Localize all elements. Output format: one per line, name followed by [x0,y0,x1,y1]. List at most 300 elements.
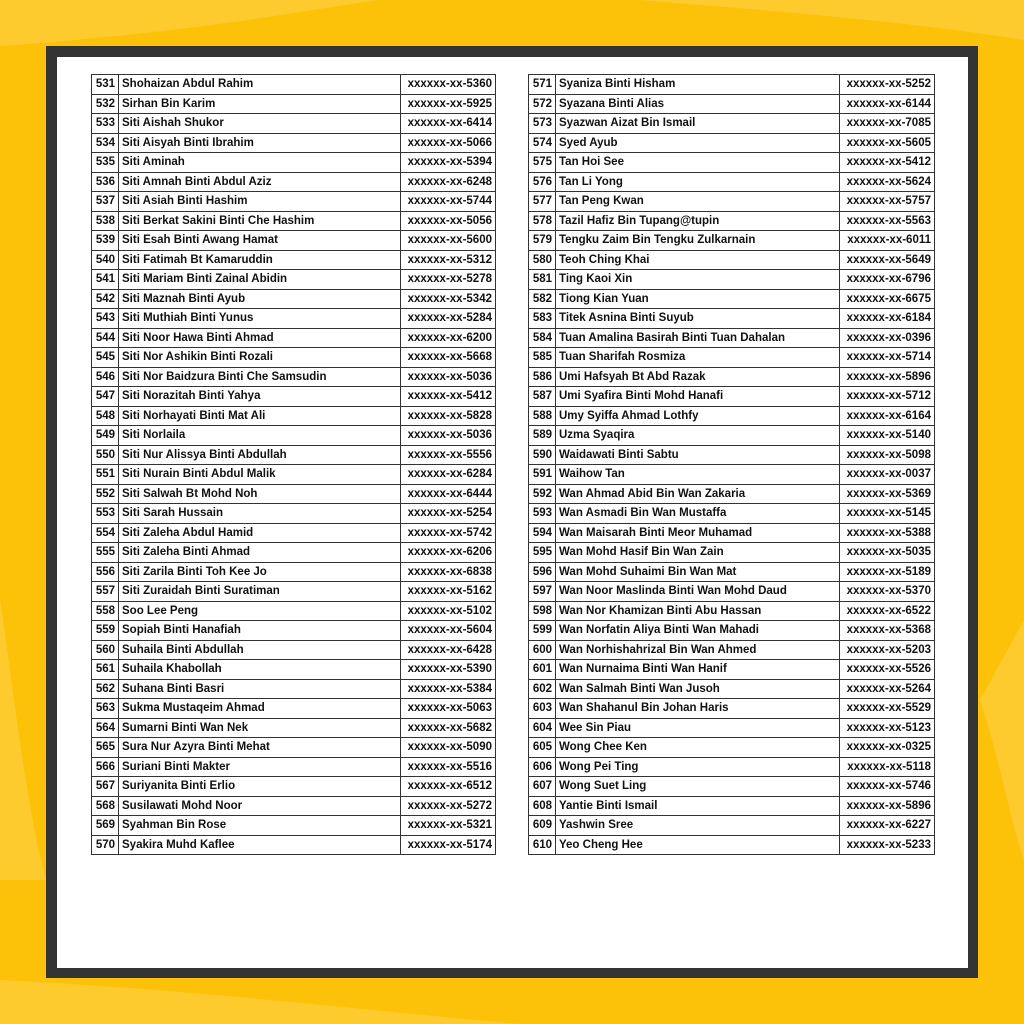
participant-name: Siti Salwah Bt Mohd Noh [119,484,401,504]
row-number: 576 [529,172,556,192]
table-row [92,699,496,719]
participant-name: Siti Muthiah Binti Yunus [119,309,401,329]
row-number: 574 [529,133,556,153]
row-number: 590 [529,445,556,465]
participant-name: Susilawati Mohd Noor [119,796,401,816]
ic-number: xxxxxx-xx-5563 [840,211,935,231]
ic-number: xxxxxx-xx-5233 [840,835,935,855]
row-number: 546 [92,367,119,387]
table-row [92,250,496,270]
ic-number: xxxxxx-xx-5203 [840,640,935,660]
row-number: 608 [529,796,556,816]
row-number: 597 [529,582,556,602]
participant-name: Wan Salmah Binti Wan Jusoh [556,679,840,699]
row-number: 589 [529,426,556,446]
table-row [529,172,935,192]
table-row [92,816,496,836]
ic-number: xxxxxx-xx-6522 [840,601,935,621]
table-row [92,504,496,524]
participant-name: Wan Asmadi Bin Wan Mustaffa [556,504,840,524]
table-row [92,75,496,95]
row-number: 544 [92,328,119,348]
participant-name: Siti Mariam Binti Zainal Abidin [119,270,401,290]
table-row [529,348,935,368]
table-row [529,192,935,212]
table-row [529,718,935,738]
table-row [529,75,935,95]
ic-number: xxxxxx-xx-6206 [401,543,496,563]
participant-name: Siti Sarah Hussain [119,504,401,524]
ic-number: xxxxxx-xx-5066 [401,133,496,153]
table-row [92,601,496,621]
row-number: 540 [92,250,119,270]
ic-number: xxxxxx-xx-6838 [401,562,496,582]
table-row [92,133,496,153]
table-row [92,465,496,485]
participant-name: Yeo Cheng Hee [556,835,840,855]
ic-number: xxxxxx-xx-5321 [401,816,496,836]
participant-name: Suhaila Khabollah [119,660,401,680]
ic-number: xxxxxx-xx-5056 [401,211,496,231]
participant-name: Tan Peng Kwan [556,192,840,212]
participant-name: Sura Nur Azyra Binti Mehat [119,738,401,758]
ic-number: xxxxxx-xx-6184 [840,309,935,329]
participant-name: Siti Nurain Binti Abdul Malik [119,465,401,485]
ic-number: xxxxxx-xx-6164 [840,406,935,426]
table-row [92,426,496,446]
table-row [92,94,496,114]
participant-name: Siti Norlaila [119,426,401,446]
table-row [92,172,496,192]
table-row [92,348,496,368]
participant-name: Suriyanita Binti Erlio [119,777,401,797]
row-number: 537 [92,192,119,212]
participant-name: Sopiah Binti Hanafiah [119,621,401,641]
participant-name: Siti Norazitah Binti Yahya [119,387,401,407]
table-row [529,835,935,855]
participant-name: Siti Asiah Binti Hashim [119,192,401,212]
ic-number: xxxxxx-xx-5682 [401,718,496,738]
table-row [529,289,935,309]
ic-number: xxxxxx-xx-5925 [401,94,496,114]
table-row [529,114,935,134]
participant-name: Wan Norfatin Aliya Binti Wan Mahadi [556,621,840,641]
participant-name: Titek Asnina Binti Suyub [556,309,840,329]
row-number: 568 [92,796,119,816]
table-row [92,718,496,738]
row-number: 572 [529,94,556,114]
ic-number: xxxxxx-xx-6284 [401,465,496,485]
table-row [92,523,496,543]
participant-name: Wan Norhishahrizal Bin Wan Ahmed [556,640,840,660]
participant-name: Wan Mohd Hasif Bin Wan Zain [556,543,840,563]
row-number: 594 [529,523,556,543]
row-number: 553 [92,504,119,524]
ic-number: xxxxxx-xx-6144 [840,94,935,114]
ic-number: xxxxxx-xx-5118 [840,757,935,777]
table-row [529,504,935,524]
table-row [92,777,496,797]
participant-table-right [528,74,935,855]
table-row [529,816,935,836]
participant-name: Syed Ayub [556,133,840,153]
participant-name: Wee Sin Piau [556,718,840,738]
ic-number: xxxxxx-xx-5370 [840,582,935,602]
table-row [529,309,935,329]
table-row [529,543,935,563]
table-row [529,601,935,621]
row-number: 532 [92,94,119,114]
ic-number: xxxxxx-xx-5272 [401,796,496,816]
participant-name: Siti Zaleha Binti Ahmad [119,543,401,563]
row-number: 586 [529,367,556,387]
table-row [92,582,496,602]
participant-name: Umi Syafira Binti Mohd Hanafi [556,387,840,407]
participant-table-left [91,74,496,855]
row-number: 582 [529,289,556,309]
participant-name: Uzma Syaqira [556,426,840,446]
row-number: 543 [92,309,119,329]
participant-name: Siti Fatimah Bt Kamaruddin [119,250,401,270]
ic-number: xxxxxx-xx-0325 [840,738,935,758]
table-row [92,153,496,173]
row-number: 562 [92,679,119,699]
ic-number: xxxxxx-xx-5412 [401,387,496,407]
row-number: 599 [529,621,556,641]
ic-number: xxxxxx-xx-6011 [840,231,935,251]
table-row [529,387,935,407]
participant-name: Wan Nurnaima Binti Wan Hanif [556,660,840,680]
row-number: 549 [92,426,119,446]
participant-name: Suriani Binti Makter [119,757,401,777]
table-row [92,289,496,309]
ic-number: xxxxxx-xx-5090 [401,738,496,758]
table-row [529,211,935,231]
participant-name: Wan Maisarah Binti Meor Muhamad [556,523,840,543]
table-row [529,153,935,173]
ic-number: xxxxxx-xx-6675 [840,289,935,309]
ic-number: xxxxxx-xx-5600 [401,231,496,251]
row-number: 575 [529,153,556,173]
ic-number: xxxxxx-xx-5140 [840,426,935,446]
ic-number: xxxxxx-xx-5388 [840,523,935,543]
ic-number: xxxxxx-xx-5035 [840,543,935,563]
ic-number: xxxxxx-xx-5284 [401,309,496,329]
ic-number: xxxxxx-xx-6227 [840,816,935,836]
table-row [529,738,935,758]
table-row [529,426,935,446]
table-row [92,640,496,660]
row-number: 536 [92,172,119,192]
row-number: 603 [529,699,556,719]
row-number: 588 [529,406,556,426]
table-row [92,387,496,407]
row-number: 541 [92,270,119,290]
participant-name: Tan Hoi See [556,153,840,173]
participant-name: Suhana Binti Basri [119,679,401,699]
row-number: 591 [529,465,556,485]
row-number: 533 [92,114,119,134]
ic-number: xxxxxx-xx-6512 [401,777,496,797]
row-number: 558 [92,601,119,621]
row-number: 610 [529,835,556,855]
participant-name: Shohaizan Abdul Rahim [119,75,401,95]
participant-name: Wan Ahmad Abid Bin Wan Zakaria [556,484,840,504]
table-row [92,562,496,582]
table-row [92,445,496,465]
ic-number: xxxxxx-xx-6444 [401,484,496,504]
participant-name: Siti Maznah Binti Ayub [119,289,401,309]
table-row [529,562,935,582]
table-row [92,621,496,641]
row-number: 561 [92,660,119,680]
row-number: 605 [529,738,556,758]
table-row [529,621,935,641]
row-number: 585 [529,348,556,368]
table-row [529,367,935,387]
participant-name: Yashwin Sree [556,816,840,836]
ic-number: xxxxxx-xx-5312 [401,250,496,270]
participant-name: Sirhan Bin Karim [119,94,401,114]
row-number: 580 [529,250,556,270]
ic-number: xxxxxx-xx-5369 [840,484,935,504]
row-number: 535 [92,153,119,173]
ic-number: xxxxxx-xx-5368 [840,621,935,641]
participant-name: Wong Chee Ken [556,738,840,758]
row-number: 551 [92,465,119,485]
table-row [92,796,496,816]
row-number: 563 [92,699,119,719]
ic-number: xxxxxx-xx-5744 [401,192,496,212]
participant-name: Siti Norhayati Binti Mat Ali [119,406,401,426]
row-number: 534 [92,133,119,153]
ic-number: xxxxxx-xx-5605 [840,133,935,153]
participant-name: Siti Zuraidah Binti Suratiman [119,582,401,602]
table-row [92,543,496,563]
participant-name: Yantie Binti Ismail [556,796,840,816]
participant-name: Suhaila Binti Abdullah [119,640,401,660]
participant-name: Syazana Binti Alias [556,94,840,114]
table-row [92,757,496,777]
table-row [529,445,935,465]
participant-name: Tuan Amalina Basirah Binti Tuan Dahalan [556,328,840,348]
table-row [92,231,496,251]
participant-name: Syazwan Aizat Bin Ismail [556,114,840,134]
ic-number: xxxxxx-xx-5342 [401,289,496,309]
ic-number: xxxxxx-xx-6796 [840,270,935,290]
ic-number: xxxxxx-xx-5264 [840,679,935,699]
participant-name: Ting Kaoi Xin [556,270,840,290]
participant-name: Tazil Hafiz Bin Tupang@tupin [556,211,840,231]
row-number: 539 [92,231,119,251]
table-row [529,406,935,426]
row-number: 571 [529,75,556,95]
table-row [92,328,496,348]
participant-name: Siti Aminah [119,153,401,173]
ic-number: xxxxxx-xx-6200 [401,328,496,348]
participant-name: Syahman Bin Rose [119,816,401,836]
participant-name: Wan Mohd Suhaimi Bin Wan Mat [556,562,840,582]
row-number: 602 [529,679,556,699]
participant-name: Wong Pei Ting [556,757,840,777]
table-row [529,777,935,797]
participant-name: Sukma Mustaqeim Ahmad [119,699,401,719]
row-number: 531 [92,75,119,95]
row-number: 573 [529,114,556,134]
ic-number: xxxxxx-xx-5757 [840,192,935,212]
row-number: 547 [92,387,119,407]
table-row [529,640,935,660]
table-row [92,211,496,231]
participant-name: Wan Noor Maslinda Binti Wan Mohd Daud [556,582,840,602]
ic-number: xxxxxx-xx-5746 [840,777,935,797]
row-number: 583 [529,309,556,329]
row-number: 567 [92,777,119,797]
table-row [529,250,935,270]
row-number: 550 [92,445,119,465]
participant-name: Wan Nor Khamizan Binti Abu Hassan [556,601,840,621]
ic-number: xxxxxx-xx-5063 [401,699,496,719]
row-number: 570 [92,835,119,855]
table-row [529,699,935,719]
ic-number: xxxxxx-xx-5189 [840,562,935,582]
row-number: 556 [92,562,119,582]
ic-number: xxxxxx-xx-5278 [401,270,496,290]
row-number: 601 [529,660,556,680]
ic-number: xxxxxx-xx-5384 [401,679,496,699]
participant-name: Tiong Kian Yuan [556,289,840,309]
participant-name: Siti Nur Alissya Binti Abdullah [119,445,401,465]
table-row [92,679,496,699]
row-number: 584 [529,328,556,348]
participant-name: Siti Zarila Binti Toh Kee Jo [119,562,401,582]
row-number: 565 [92,738,119,758]
row-number: 595 [529,543,556,563]
row-number: 607 [529,777,556,797]
table-row [529,465,935,485]
participant-name: Siti Noor Hawa Binti Ahmad [119,328,401,348]
participant-name: Waidawati Binti Sabtu [556,445,840,465]
row-number: 600 [529,640,556,660]
participant-name: Wong Suet Ling [556,777,840,797]
participant-name: Siti Aisyah Binti Ibrahim [119,133,401,153]
participant-name: Tuan Sharifah Rosmiza [556,348,840,368]
ic-number: xxxxxx-xx-5036 [401,426,496,446]
ic-number: xxxxxx-xx-5556 [401,445,496,465]
ic-number: xxxxxx-xx-6248 [401,172,496,192]
ic-number: xxxxxx-xx-5162 [401,582,496,602]
participant-name: Siti Nor Ashikin Binti Rozali [119,348,401,368]
ic-number: xxxxxx-xx-5145 [840,504,935,524]
participant-name: Siti Amnah Binti Abdul Aziz [119,172,401,192]
table-row [92,484,496,504]
ic-number: xxxxxx-xx-5516 [401,757,496,777]
ic-number: xxxxxx-xx-6414 [401,114,496,134]
participant-name: Syakira Muhd Kaflee [119,835,401,855]
row-number: 566 [92,757,119,777]
table-row [529,484,935,504]
ic-number: xxxxxx-xx-5254 [401,504,496,524]
table-row [529,328,935,348]
table-row [529,582,935,602]
row-number: 587 [529,387,556,407]
ic-number: xxxxxx-xx-5828 [401,406,496,426]
table-row [529,270,935,290]
ic-number: xxxxxx-xx-7085 [840,114,935,134]
participant-name: Umi Hafsyah Bt Abd Razak [556,367,840,387]
row-number: 555 [92,543,119,563]
participant-name: Soo Lee Peng [119,601,401,621]
table-row [92,406,496,426]
participant-name: Waihow Tan [556,465,840,485]
row-number: 593 [529,504,556,524]
ic-number: xxxxxx-xx-5742 [401,523,496,543]
table-row [92,367,496,387]
participant-name: Syaniza Binti Hisham [556,75,840,95]
row-number: 552 [92,484,119,504]
row-number: 538 [92,211,119,231]
participant-name: Tengku Zaim Bin Tengku Zulkarnain [556,231,840,251]
row-number: 577 [529,192,556,212]
participant-name: Siti Esah Binti Awang Hamat [119,231,401,251]
participant-name: Teoh Ching Khai [556,250,840,270]
row-number: 578 [529,211,556,231]
ic-number: xxxxxx-xx-5529 [840,699,935,719]
row-number: 557 [92,582,119,602]
ic-number: xxxxxx-xx-6428 [401,640,496,660]
table-row [92,835,496,855]
ic-number: xxxxxx-xx-5604 [401,621,496,641]
participant-name: Siti Berkat Sakini Binti Che Hashim [119,211,401,231]
ic-number: xxxxxx-xx-5526 [840,660,935,680]
table-row [92,114,496,134]
ic-number: xxxxxx-xx-0396 [840,328,935,348]
table-row [92,660,496,680]
row-number: 592 [529,484,556,504]
ic-number: xxxxxx-xx-5412 [840,153,935,173]
row-number: 579 [529,231,556,251]
row-number: 581 [529,270,556,290]
row-number: 569 [92,816,119,836]
participant-name: Tan Li Yong [556,172,840,192]
table-row [529,523,935,543]
ic-number: xxxxxx-xx-0037 [840,465,935,485]
ic-number: xxxxxx-xx-5896 [840,796,935,816]
ic-number: xxxxxx-xx-5394 [401,153,496,173]
table-row [92,738,496,758]
row-number: 560 [92,640,119,660]
table-row [529,94,935,114]
table-row [92,192,496,212]
table-row [529,757,935,777]
row-number: 545 [92,348,119,368]
row-number: 554 [92,523,119,543]
ic-number: xxxxxx-xx-5102 [401,601,496,621]
table-row [529,660,935,680]
table-row [529,796,935,816]
row-number: 564 [92,718,119,738]
row-number: 559 [92,621,119,641]
row-number: 548 [92,406,119,426]
ic-number: xxxxxx-xx-5036 [401,367,496,387]
table-row [92,270,496,290]
participant-name: Umy Syiffa Ahmad Lothfy [556,406,840,426]
ic-number: xxxxxx-xx-5098 [840,445,935,465]
participant-name: Siti Aishah Shukor [119,114,401,134]
row-number: 606 [529,757,556,777]
table-row [529,231,935,251]
ic-number: xxxxxx-xx-5714 [840,348,935,368]
